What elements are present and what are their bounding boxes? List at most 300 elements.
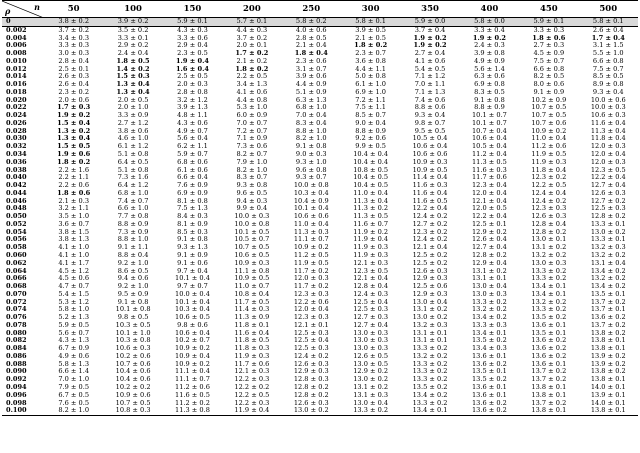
table-cell: 11.1 ± 0.7 xyxy=(175,376,210,384)
table-cell: 3.4 ± 0.3 xyxy=(58,34,90,42)
table-cell: 13.0 ± 0.4 xyxy=(471,283,507,291)
table-cell: 13.7 ± 0.2 xyxy=(590,298,626,306)
table-row xyxy=(2,104,638,112)
table-cell: 9.2 ± 1.0 xyxy=(117,283,149,291)
table-cell: 13.4 ± 0.1 xyxy=(531,290,567,298)
row-label-rho: 0.024 xyxy=(6,112,27,120)
table-cell: 9.1 ± 0.8 xyxy=(295,143,327,151)
table-cell: 5.8 ± 0.0 xyxy=(460,18,519,27)
table-row xyxy=(2,353,638,361)
table-cell: 8.3 ± 0.4 xyxy=(295,119,327,127)
table-cell: 10.1 ± 0.8 xyxy=(115,306,151,314)
table-cell: 12.2 ± 0.6 xyxy=(293,298,329,306)
table-cell: 8.0 ± 0.6 xyxy=(533,81,565,89)
table-cell: 10.0 ± 0.8 xyxy=(234,220,270,228)
table-cell: 8.8 ± 0.9 xyxy=(117,220,149,228)
table-cell: 9.4 ± 0.3 xyxy=(236,197,268,205)
table-cell: 13.3 ± 0.2 xyxy=(412,399,448,407)
table-cell: 10.0 ± 0.8 xyxy=(293,182,329,190)
table-row xyxy=(2,198,638,206)
table-cell: 3.1 ± 0.7 xyxy=(295,65,327,73)
table-cell: 13.5 ± 0.2 xyxy=(471,337,507,345)
table-cell: 6.9 ± 1.0 xyxy=(355,88,386,96)
table-cell: 4.5 ± 0.9 xyxy=(533,50,565,58)
table-cell: 2.1 ± 0.2 xyxy=(236,57,268,65)
table-cell: 6.9 ± 0.9 xyxy=(177,189,208,197)
table-row xyxy=(2,128,638,136)
table-cell: 3.3 ± 0.6 xyxy=(177,34,208,42)
table-row xyxy=(2,135,638,143)
table-row xyxy=(2,244,638,252)
row-label-rho: 0.076 xyxy=(6,314,27,322)
table-cell: 10.7 ± 0.4 xyxy=(471,127,507,135)
table-cell: 10.3 ± 0.4 xyxy=(293,189,329,197)
table-cell: 2.3 ± 0.5 xyxy=(177,50,208,58)
table-cell: 3.9 ± 1.3 xyxy=(177,104,208,112)
table-cell: 8.8 ± 1.0 xyxy=(117,236,149,244)
table-cell: 3.2 ± 1.1 xyxy=(58,205,90,213)
table-cell: 9.7 ± 0.7 xyxy=(177,283,208,291)
table-cell: 7.7 ± 0.8 xyxy=(117,213,149,221)
row-label-rho: 0.052 xyxy=(6,220,27,228)
table-cell: 5.6 ± 0.4 xyxy=(177,135,208,143)
table-cell: 1.9 ± 0.2 xyxy=(57,112,91,120)
table-cell: 11.4 ± 0.4 xyxy=(412,174,448,182)
table-cell: 12.2 ± 0.4 xyxy=(412,205,448,213)
table-cell: 1.7 ± 0.3 xyxy=(57,104,91,112)
table-cell: 3.9 ± 0.8 xyxy=(474,50,505,58)
table-cell: 12.5 ± 0.1 xyxy=(471,220,507,228)
table-cell: 12.0 ± 0.4 xyxy=(293,306,329,314)
table-cell: 2.7 ± 1.2 xyxy=(117,119,149,127)
table-cell: 1.9 ± 0.2 xyxy=(413,42,447,50)
table-cell: 10.4 ± 0.9 xyxy=(293,197,329,205)
table-cell: 10.6 ± 0.3 xyxy=(115,345,151,353)
row-label-rho: 0.064 xyxy=(6,267,27,275)
table-cell: 13.4 ± 0.2 xyxy=(471,314,507,322)
table-cell: 12.6 ± 0.4 xyxy=(471,236,507,244)
table-cell: 11.4 ± 0.3 xyxy=(234,306,270,314)
table-cell: 11.9 ± 0.3 xyxy=(353,244,389,252)
table-cell: 2.9 ± 0.2 xyxy=(117,42,149,50)
table-cell: 4.0 ± 0.6 xyxy=(295,26,327,34)
table-cell: 2.2 ± 1.6 xyxy=(58,166,90,174)
table-cell: 13.6 ± 0.1 xyxy=(471,391,507,399)
table-cell: 11.1 ± 0.8 xyxy=(234,267,270,275)
table-cell: 12.2 ± 0.2 xyxy=(234,383,270,391)
table-cell: 5.8 ± 0.1 xyxy=(579,18,638,27)
table-cell: 2.0 ± 0.5 xyxy=(117,96,149,104)
column-header-n: 450 xyxy=(519,1,578,18)
table-cell: 11.1 ± 0.4 xyxy=(175,368,210,376)
table-cell: 12.5 ± 0.6 xyxy=(412,283,448,291)
table-cell: 10.2 ± 0.7 xyxy=(175,337,210,345)
table-row xyxy=(2,376,638,384)
table-cell: 12.1 ± 0.3 xyxy=(353,259,389,267)
table-row xyxy=(2,306,638,314)
table-cell: 4.4 ± 0.8 xyxy=(236,96,268,104)
table-cell: 12.2 ± 0.3 xyxy=(234,376,270,384)
table-cell: 11.6 ± 0.7 xyxy=(353,220,389,228)
table-cell: 11.6 ± 0.3 xyxy=(412,182,448,190)
table-cell: 12.6 ± 0.3 xyxy=(293,399,329,407)
table-cell: 13.6 ± 0.2 xyxy=(531,337,567,345)
table-cell: 2.2 ± 0.5 xyxy=(236,73,268,81)
table-cell: 1.5 ± 0.4 xyxy=(57,119,91,127)
table-cell: 4.3 ± 0.3 xyxy=(177,26,208,34)
corner-cell xyxy=(2,1,44,18)
table-cell: 13.7 ± 0.2 xyxy=(531,399,567,407)
table-cell: 5.5 ± 1.0 xyxy=(592,50,624,58)
table-cell: 2.4 ± 0.4 xyxy=(117,50,149,58)
table-cell: 12.0 ± 0.3 xyxy=(590,158,626,166)
row-label-rho: 0.002 xyxy=(6,26,27,34)
table-cell: 10.9 ± 0.2 xyxy=(293,244,329,252)
table-cell: 12.1 ± 0.3 xyxy=(234,368,270,376)
table-cell: 5.7 ± 0.1 xyxy=(222,18,281,27)
table-cell: 11.6 ± 0.4 xyxy=(590,119,626,127)
table-cell: 3.2 ± 1.2 xyxy=(177,96,208,104)
table-cell: 10.7 ± 0.5 xyxy=(531,104,567,112)
table-cell: 12.8 ± 0.3 xyxy=(293,376,329,384)
table-cell: 1.3 ± 0.4 xyxy=(116,88,150,96)
table-cell: 1.8 ± 0.5 xyxy=(116,57,150,65)
table-cell: 2.8 ± 0.8 xyxy=(177,88,208,96)
row-label-rho: 0.018 xyxy=(6,88,27,96)
table-cell: 5.8 ± 1.0 xyxy=(58,306,90,314)
corner-col-label: n xyxy=(34,2,40,12)
table-row xyxy=(2,314,638,322)
table-cell: 3.7 ± 0.2 xyxy=(236,34,268,42)
table-cell: 6.0 ± 0.9 xyxy=(236,112,268,120)
table-cell: 12.2 ± 0.4 xyxy=(590,174,626,182)
table-cell: 13.2 ± 0.3 xyxy=(590,244,626,252)
table-row xyxy=(2,182,638,190)
table-cell: 13.1 ± 0.3 xyxy=(353,391,389,399)
table-cell: 13.6 ± 0.2 xyxy=(471,399,507,407)
row-label-rho: 0.088 xyxy=(6,360,27,368)
table-cell: 2.0 ± 1.0 xyxy=(117,104,149,112)
table-cell: 5.9 ± 0.7 xyxy=(177,151,208,159)
table-cell: 13.1 ± 0.2 xyxy=(353,383,389,391)
row-label-rho: 0.060 xyxy=(6,251,27,259)
table-cell: 12.6 ± 0.3 xyxy=(531,213,567,221)
table-cell: 9.1 ± 0.9 xyxy=(177,251,208,259)
table-cell: 11.9 ± 0.4 xyxy=(353,236,389,244)
table-cell: 2.7 ± 0.3 xyxy=(533,42,565,50)
table-cell: 11.2 ± 0.2 xyxy=(175,399,210,407)
table-cell: 8.6 ± 0.5 xyxy=(117,267,149,275)
table-cell: 6.9 ± 0.8 xyxy=(474,81,505,89)
table-cell: 9.3 ± 0.8 xyxy=(236,182,268,190)
table-cell: 13.8 ± 0.1 xyxy=(590,345,626,353)
table-cell: 9.8 ± 0.7 xyxy=(414,119,446,127)
table-cell: 8.8 ± 1.0 xyxy=(295,127,327,135)
table-cell: 10.8 ± 0.3 xyxy=(103,407,162,415)
table-cell: 8.2 ± 1.0 xyxy=(44,407,103,415)
table-cell: 6.6 ± 1.0 xyxy=(117,205,149,213)
table-cell: 8.1 ± 0.9 xyxy=(177,220,208,228)
table-cell: 13.9 ± 0.2 xyxy=(590,352,626,360)
table-cell: 11.2 ± 0.6 xyxy=(531,143,567,151)
table-cell: 2.0 ± 0.6 xyxy=(58,96,90,104)
table-cell: 7.5 ± 1.1 xyxy=(355,104,386,112)
table-cell: 10.5 ± 0.4 xyxy=(412,135,448,143)
table-cell: 4.1 ± 1.7 xyxy=(58,259,90,267)
table-cell: 13.1 ± 0.2 xyxy=(471,267,507,275)
row-label-rho: 0.054 xyxy=(6,228,27,236)
column-header-n: 300 xyxy=(341,1,400,18)
table-cell: 10.5 ± 0.7 xyxy=(234,236,270,244)
table-cell: 13.6 ± 0.2 xyxy=(590,314,626,322)
table-cell: 11.2 ± 0.5 xyxy=(293,251,329,259)
table-cell: 10.4 ± 0.6 xyxy=(115,376,151,384)
table-cell: 8.2 ± 0.5 xyxy=(533,73,565,81)
table-cell: 7.9 ± 1.0 xyxy=(236,158,268,166)
table-cell: 11.8 ± 0.1 xyxy=(234,321,270,329)
table-row xyxy=(2,213,638,221)
table-cell: 2.3 ± 0.2 xyxy=(58,88,90,96)
table-cell: 13.5 ± 0.2 xyxy=(531,314,567,322)
table-cell: 5.9 ± 0.0 xyxy=(400,18,459,27)
row-label-rho: 0.026 xyxy=(6,119,27,127)
table-cell: 13.9 ± 0.1 xyxy=(590,391,626,399)
table-cell: 8.4 ± 0.3 xyxy=(177,213,208,221)
table-cell: 2.6 ± 0.4 xyxy=(592,26,624,34)
table-cell: 13.8 ± 0.1 xyxy=(531,383,567,391)
table-cell: 10.2 ± 0.6 xyxy=(115,352,151,360)
table-cell: 13.0 ± 0.2 xyxy=(282,407,341,415)
table-cell: 10.0 ± 0.6 xyxy=(590,96,626,104)
table-cell: 6.3 ± 0.6 xyxy=(474,73,505,81)
table-cell: 1.8 ± 0.2 xyxy=(354,42,388,50)
table-cell: 3.6 ± 0.7 xyxy=(58,220,90,228)
table-cell: 10.5 ± 0.4 xyxy=(471,143,507,151)
table-cell: 8.8 ± 0.9 xyxy=(355,127,386,135)
table-cell: 13.8 ± 0.2 xyxy=(590,329,626,337)
table-cell: 6.8 ± 1.0 xyxy=(295,104,327,112)
table-cell: 7.9 ± 0.5 xyxy=(58,383,90,391)
row-label-rho: 0.020 xyxy=(6,96,27,104)
table-cell: 13.8 ± 0.1 xyxy=(531,391,567,399)
table-cell: 11.3 ± 0.4 xyxy=(590,127,626,135)
table-cell: 9.6 ± 0.5 xyxy=(236,189,268,197)
table-cell: 11.6 ± 0.3 xyxy=(471,166,507,174)
table-row xyxy=(2,81,638,89)
table-cell: 4.4 ± 0.9 xyxy=(295,81,327,89)
table-cell: 9.3 ± 0.7 xyxy=(295,174,327,182)
table-cell: 2.4 ± 0.3 xyxy=(474,42,505,50)
table-cell: 8.2 ± 0.7 xyxy=(236,151,268,159)
table-cell: 10.1 ± 0.7 xyxy=(471,112,507,120)
row-label-rho: 0.084 xyxy=(6,345,27,353)
table-cell: 13.0 ± 0.4 xyxy=(353,399,389,407)
table-cell: 13.6 ± 0.1 xyxy=(531,360,567,368)
table-cell: 10.1 ± 0.4 xyxy=(175,275,210,283)
table-cell: 13.6 ± 0.1 xyxy=(531,321,567,329)
table-cell: 2.3 ± 0.6 xyxy=(295,57,327,65)
table-cell: 2.2 ± 0.6 xyxy=(58,182,90,190)
table-cell: 10.1 ± 0.4 xyxy=(293,205,329,213)
table-cell: 9.5 ± 0.9 xyxy=(117,290,149,298)
row-label-rho: 0.038 xyxy=(6,166,27,174)
table-cell: 10.6 ± 0.6 xyxy=(293,213,329,221)
table-cell: 2.5 ± 0.1 xyxy=(58,65,90,73)
table-row xyxy=(2,400,638,408)
table-row xyxy=(2,42,638,50)
table-row xyxy=(2,299,638,307)
table-cell: 11.3 ± 0.4 xyxy=(353,197,389,205)
table-cell: 5.3 ± 1.2 xyxy=(58,298,90,306)
table-cell: 13.3 ± 0.2 xyxy=(531,306,567,314)
table-cell: 3.3 ± 0.3 xyxy=(58,42,90,50)
table-cell: 11.3 ± 0.2 xyxy=(353,205,389,213)
table-cell: 12.8 ± 0.2 xyxy=(531,228,567,236)
table-cell: 8.3 ± 0.7 xyxy=(236,174,268,182)
table-cell: 10.0 ± 0.4 xyxy=(175,290,210,298)
row-label-rho: 0.078 xyxy=(6,321,27,329)
table-cell: 5.6 ± 1.4 xyxy=(474,65,505,73)
table-cell: 4.1 ± 1.0 xyxy=(58,244,90,252)
table-cell: 5.4 ± 0.5 xyxy=(414,65,446,73)
table-cell: 6.3 ± 1.3 xyxy=(295,96,327,104)
table-cell: 9.9 ± 0.4 xyxy=(236,205,268,213)
table-cell: 1.8 ± 0.6 xyxy=(532,34,566,42)
row-label-rho: 0.092 xyxy=(6,376,27,384)
table-cell: 10.7 ± 0.6 xyxy=(115,360,151,368)
table-cell: 9.1 ± 0.9 xyxy=(533,88,565,96)
table-cell: 9.3 ± 0.4 xyxy=(414,112,446,120)
row-label-rho: 0.006 xyxy=(6,42,27,50)
table-cell: 11.6 ± 0.5 xyxy=(175,391,210,399)
table-cell: 13.4 ± 0.2 xyxy=(590,267,626,275)
table-cell: 13.0 ± 0.4 xyxy=(412,298,448,306)
row-label-rho: 0.050 xyxy=(6,213,27,221)
table-row xyxy=(2,66,638,74)
table-cell: 11.9 ± 0.5 xyxy=(293,259,329,267)
table-cell: 10.7 ± 0.5 xyxy=(531,112,567,120)
table-cell: 1.4 ± 0.2 xyxy=(116,65,150,73)
table-cell: 8.5 ± 0.7 xyxy=(355,112,386,120)
table-cell: 1.5 ± 0.5 xyxy=(57,143,91,151)
table-cell: 13.0 ± 0.3 xyxy=(353,345,389,353)
row-label-rho: 0.034 xyxy=(6,151,27,159)
table-cell: 12.6 ± 0.3 xyxy=(412,267,448,275)
table-cell: 11.6 ± 0.5 xyxy=(412,197,448,205)
table-cell: 13.2 ± 0.2 xyxy=(590,275,626,283)
corner-row-label: ρ xyxy=(5,6,11,16)
table-row xyxy=(2,112,638,120)
table-cell: 11.9 ± 0.5 xyxy=(531,151,567,159)
table-cell: 10.2 ± 0.9 xyxy=(531,96,567,104)
table-cell: 6.2 ± 1.1 xyxy=(177,143,208,151)
table-cell: 6.6 ± 0.8 xyxy=(592,57,624,65)
table-cell: 5.1 ± 0.9 xyxy=(295,88,327,96)
row-label-rho: 0.100 xyxy=(2,407,44,415)
row-label-rho: 0.044 xyxy=(6,189,27,197)
table-cell: 7.4 ± 0.6 xyxy=(414,96,446,104)
table-cell: 9.5 ± 0.5 xyxy=(414,127,446,135)
row-label-rho: 0.008 xyxy=(6,50,27,58)
table-cell: 7.0 ± 0.4 xyxy=(295,112,327,120)
row-label-rho: 0.048 xyxy=(6,205,27,213)
table-cell: 7.3 ± 1.6 xyxy=(117,174,149,182)
table-cell: 9.1 ± 0.8 xyxy=(474,96,505,104)
table-cell: 12.0 ± 0.4 xyxy=(590,151,626,159)
table-cell: 13.6 ± 0.1 xyxy=(471,352,507,360)
table-cell: 13.3 ± 0.2 xyxy=(471,298,507,306)
table-cell: 1.9 ± 0.2 xyxy=(413,34,447,42)
table-cell: 13.8 ± 0.1 xyxy=(590,337,626,345)
table-cell: 13.4 ± 0.2 xyxy=(590,283,626,291)
table-cell: 13.0 ± 0.2 xyxy=(412,314,448,322)
table-cell: 10.9 ± 0.3 xyxy=(412,158,448,166)
table-cell: 11.7 ± 0.6 xyxy=(471,174,507,182)
row-label-rho: 0.022 xyxy=(6,104,27,112)
table-cell: 1.8 ± 0.2 xyxy=(235,65,269,73)
table-cell: 11.1 ± 0.7 xyxy=(293,236,329,244)
table-cell: 7.5 ± 0.7 xyxy=(533,57,565,65)
table-cell: 10.2 ± 0.2 xyxy=(115,383,151,391)
table-cell: 2.6 ± 0.3 xyxy=(58,73,90,81)
table-cell: 12.0 ± 0.3 xyxy=(293,275,329,283)
table-cell: 13.6 ± 0.1 xyxy=(471,383,507,391)
table-cell: 9.1 ± 0.6 xyxy=(177,259,208,267)
table-cell: 10.6 ± 0.4 xyxy=(175,329,210,337)
row-label-rho: 0.074 xyxy=(6,306,27,314)
table-cell: 13.7 ± 0.1 xyxy=(590,306,626,314)
table-cell: 7.1 ± 1.3 xyxy=(414,88,446,96)
table-cell: 10.6 ± 0.3 xyxy=(590,112,626,120)
table-cell: 12.4 ± 0.2 xyxy=(293,352,329,360)
table-cell: 12.2 ± 0.3 xyxy=(234,399,270,407)
table-cell: 10.9 ± 0.2 xyxy=(175,345,210,353)
table-cell: 12.8 ± 0.2 xyxy=(590,213,626,221)
table-cell: 10.9 ± 0.2 xyxy=(531,127,567,135)
table-cell: 13.1 ± 0.1 xyxy=(412,337,448,345)
table-cell: 13.3 ± 0.1 xyxy=(590,236,626,244)
table-cell: 7.6 ± 0.9 xyxy=(177,182,208,190)
table-cell: 5.8 ± 0.1 xyxy=(341,18,400,27)
row-label-rho: 0.098 xyxy=(6,399,27,407)
table-cell: 2.6 ± 0.4 xyxy=(58,81,90,89)
row-label-rho: 0.068 xyxy=(6,283,27,291)
table-cell: 12.5 ± 0.3 xyxy=(590,205,626,213)
table-cell: 3.8 ± 0.2 xyxy=(44,18,103,27)
table-cell: 3.8 ± 0.6 xyxy=(117,127,149,135)
table-cell: 12.9 ± 0.2 xyxy=(353,368,389,376)
table-cell: 13.6 ± 0.2 xyxy=(531,345,567,353)
table-cell: 12.8 ± 0.2 xyxy=(293,383,329,391)
table-cell: 10.0 ± 0.3 xyxy=(590,104,626,112)
table-cell: 2.0 ± 0.1 xyxy=(236,42,268,50)
row-label-rho: 0.040 xyxy=(6,174,27,182)
table-cell: 13.3 ± 0.2 xyxy=(531,275,567,283)
table-cell: 7.3 ± 0.9 xyxy=(117,228,149,236)
table-row xyxy=(2,120,638,128)
table-cell: 2.5 ± 0.5 xyxy=(177,73,208,81)
table-cell: 11.0 ± 0.7 xyxy=(234,283,270,291)
table-row xyxy=(2,361,638,369)
table-cell: 9.0 ± 0.4 xyxy=(355,119,386,127)
table-cell: 5.1 ± 0.8 xyxy=(117,166,149,174)
table-cell: 6.1 ± 1.0 xyxy=(355,81,386,89)
table-cell: 12.9 ± 0.4 xyxy=(471,259,507,267)
table-cell: 12.0 ± 0.5 xyxy=(471,205,507,213)
table-row xyxy=(2,330,638,338)
table-cell: 2.9 ± 0.4 xyxy=(177,42,208,50)
table-cell: 10.1 ± 0.4 xyxy=(175,298,210,306)
